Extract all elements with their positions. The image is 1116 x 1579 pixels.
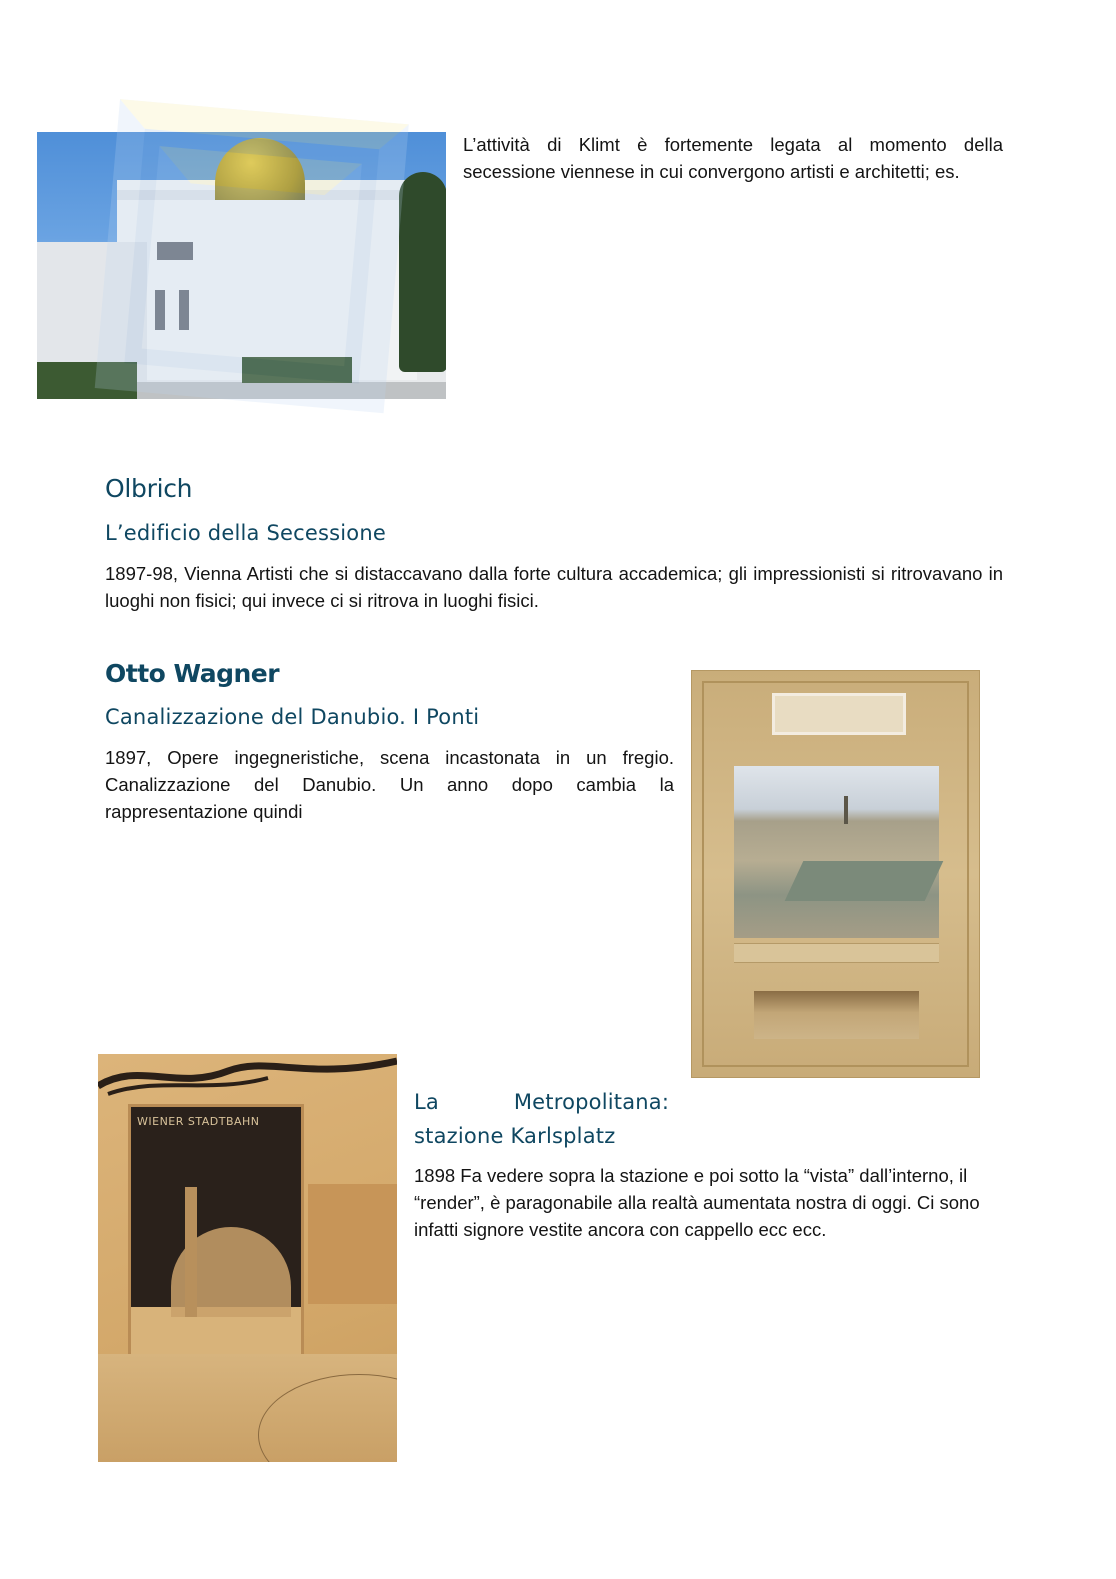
subheading-secession-building: L’edificio della Secessione [105,521,386,545]
wagner-paragraph: 1897, Opere ingegneristiche, scena incastonata in un fregio. Canalizzazione del Danubio. Un anno dopo cambia la rappresentazione quindi [105,747,674,822]
metropolitana-paragraph: 1898 Fa vedere sopra la stazione e poi sotto la “vista” dall’interno, il “render”, è paragonabile alla realtà aumentata nostra di oggi. Ci sono infatti signore vestite ancora con cappello ecc ecc. [414,1165,980,1240]
danube-canal-poster [691,670,980,1078]
subheading-danube-canal: Canalizzazione del Danubio. I Ponti [105,705,480,729]
poster-title-plaque [772,693,906,735]
subheading-karlsplatz: stazione Karlsplatz [414,1124,616,1148]
stadtbahn-karlsplatz-poster [98,1054,397,1462]
intro-paragraph: L’attività di Klimt è fortemente legata al momento della secessione viennese in cui convergono artisti e architetti; es. [463,134,1003,182]
poster-frieze [754,991,919,1039]
heading-olbrich: Olbrich [105,474,193,503]
olbrich-paragraph: 1897-98, Vienna Artisti che si distaccavano dalla forte cultura accademica; gli impressionisti si ritrovavano in luoghi non fisici; qui invece ci si ritrova in luoghi fisici. [105,563,1003,611]
smoke-ornament-icon [98,1056,397,1096]
golden-dome [215,138,305,200]
heading-otto-wagner: Otto Wagner [105,659,280,688]
secession-building-photo [37,132,446,399]
subheading-metropolitana-line1: La Metropolitana: [414,1090,670,1114]
poster-caption: WIENER STADTBAHN [137,1115,260,1128]
subheading-metropolitana [414,1090,674,1114]
